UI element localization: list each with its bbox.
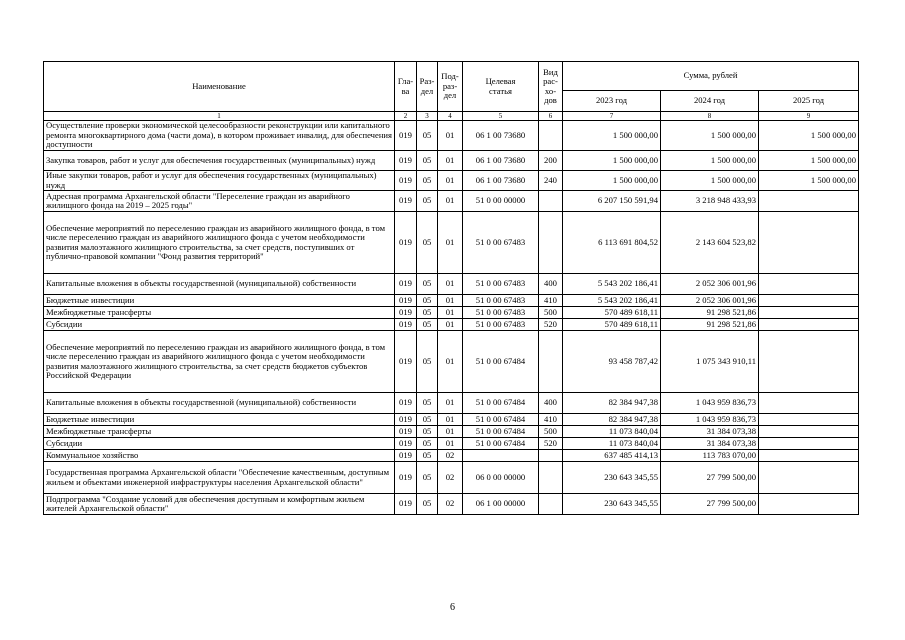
row-sum-2025 — [759, 393, 859, 414]
row-razdel: 05 — [417, 331, 438, 393]
table-row — [44, 462, 859, 494]
row-glava: 019 — [395, 393, 417, 414]
row-sum-2024: 1 043 959 836,73 — [661, 393, 759, 414]
row-celevaya-statya: 06 0 00 00000 — [463, 462, 539, 494]
row-razdel: 05 — [417, 319, 438, 331]
row-vid-rashodov: 500 — [539, 426, 563, 438]
row-podrazdel: 01 — [438, 151, 463, 171]
row-name: Обеспечение мероприятий по переселению граждан из аварийного жилищного фонда, в том числе переселению граждан из аварийного жилищного фонда с учетом необходимости развития малоэтажного жилищного строительства, за счет средств бюджетов субъектов Российской Федерации — [44, 331, 395, 393]
header-year-2025: 2025 год — [759, 91, 859, 112]
row-sum-2023: 570 489 618,11 — [563, 307, 661, 319]
row-sum-2025 — [759, 494, 859, 515]
header-glava: Гла- ва — [395, 62, 417, 112]
row-glava: 019 — [395, 426, 417, 438]
row-sum-2024: 1 500 000,00 — [661, 151, 759, 171]
row-vid-rashodov — [539, 212, 563, 274]
header-summa: Сумма, рублей — [563, 62, 859, 91]
row-razdel: 05 — [417, 171, 438, 191]
row-sum-2025 — [759, 307, 859, 319]
row-glava: 019 — [395, 212, 417, 274]
row-razdel: 05 — [417, 191, 438, 212]
header-razdel: Раз- дел — [417, 62, 438, 112]
row-sum-2025 — [759, 331, 859, 393]
row-podrazdel: 01 — [438, 121, 463, 151]
row-podrazdel: 01 — [438, 212, 463, 274]
row-razdel: 05 — [417, 307, 438, 319]
column-number: 7 — [563, 112, 661, 121]
row-podrazdel: 01 — [438, 171, 463, 191]
row-sum-2024: 2 052 306 001,96 — [661, 274, 759, 295]
row-name: Межбюджетные трансферты — [44, 307, 395, 319]
row-celevaya-statya: 51 0 00 67483 — [463, 274, 539, 295]
header-name: Наименование — [44, 62, 395, 112]
row-sum-2025: 1 500 000,00 — [759, 151, 859, 171]
row-sum-2024: 1 500 000,00 — [661, 171, 759, 191]
row-glava: 019 — [395, 462, 417, 494]
row-sum-2025: 1 500 000,00 — [759, 171, 859, 191]
row-sum-2024: 27 799 500,00 — [661, 494, 759, 515]
row-podrazdel: 01 — [438, 438, 463, 450]
row-podrazdel: 01 — [438, 274, 463, 295]
row-sum-2025 — [759, 462, 859, 494]
row-glava: 019 — [395, 307, 417, 319]
row-name: Закупка товаров, работ и услуг для обеспечения государственных (муниципальных) нужд — [44, 151, 395, 171]
row-celevaya-statya: 51 0 00 67484 — [463, 393, 539, 414]
table-row — [44, 151, 859, 171]
row-vid-rashodov — [539, 494, 563, 515]
row-sum-2025 — [759, 191, 859, 212]
row-glava: 019 — [395, 151, 417, 171]
row-podrazdel: 02 — [438, 494, 463, 515]
row-sum-2023: 6 113 691 804,52 — [563, 212, 661, 274]
row-razdel: 05 — [417, 274, 438, 295]
row-name: Адресная программа Архангельской области "Переселение граждан из аварийного жилищного фонда на 2019 – 2025 годы" — [44, 191, 395, 212]
row-sum-2024: 31 384 073,38 — [661, 438, 759, 450]
row-glava: 019 — [395, 191, 417, 212]
row-celevaya-statya: 06 1 00 73680 — [463, 171, 539, 191]
row-vid-rashodov — [539, 462, 563, 494]
row-sum-2024: 2 143 604 523,82 — [661, 212, 759, 274]
row-glava: 019 — [395, 331, 417, 393]
row-celevaya-statya: 51 0 00 00000 — [463, 191, 539, 212]
row-sum-2024: 91 298 521,86 — [661, 319, 759, 331]
row-vid-rashodov — [539, 450, 563, 462]
row-sum-2025 — [759, 414, 859, 426]
table-row — [44, 295, 859, 307]
table-row — [44, 494, 859, 515]
row-sum-2023: 82 384 947,38 — [563, 414, 661, 426]
row-name: Межбюджетные трансферты — [44, 426, 395, 438]
row-sum-2023: 1 500 000,00 — [563, 151, 661, 171]
column-number: 3 — [417, 112, 438, 121]
row-celevaya-statya — [463, 450, 539, 462]
row-podrazdel: 01 — [438, 191, 463, 212]
row-vid-rashodov: 410 — [539, 295, 563, 307]
row-sum-2023: 230 643 345,55 — [563, 462, 661, 494]
column-number: 5 — [463, 112, 539, 121]
table-row — [44, 212, 859, 274]
row-razdel: 05 — [417, 462, 438, 494]
row-razdel: 05 — [417, 450, 438, 462]
row-name: Субсидии — [44, 319, 395, 331]
row-glava: 019 — [395, 494, 417, 515]
row-glava: 019 — [395, 319, 417, 331]
row-vid-rashodov: 400 — [539, 393, 563, 414]
table-row — [44, 171, 859, 191]
header-year-2024: 2024 год — [661, 91, 759, 112]
row-podrazdel: 01 — [438, 307, 463, 319]
row-razdel: 05 — [417, 426, 438, 438]
row-sum-2025 — [759, 274, 859, 295]
row-glava: 019 — [395, 121, 417, 151]
row-razdel: 05 — [417, 438, 438, 450]
table-row — [44, 319, 859, 331]
row-sum-2024: 31 384 073,38 — [661, 426, 759, 438]
table-row — [44, 426, 859, 438]
row-name: Государственная программа Архангельской области "Обеспечение качественным, доступным жильем и объектами инженерной инфраструктуры населения Архангельской области" — [44, 462, 395, 494]
row-sum-2023: 1 500 000,00 — [563, 121, 661, 151]
table-row — [44, 191, 859, 212]
row-razdel: 05 — [417, 494, 438, 515]
row-sum-2023: 637 485 414,13 — [563, 450, 661, 462]
row-glava: 019 — [395, 438, 417, 450]
row-celevaya-statya: 51 0 00 67484 — [463, 438, 539, 450]
row-vid-rashodov: 410 — [539, 414, 563, 426]
row-sum-2024: 1 075 343 910,11 — [661, 331, 759, 393]
row-name: Иные закупки товаров, работ и услуг для обеспечения государственных (муниципальных) нужд — [44, 171, 395, 191]
row-sum-2023: 230 643 345,55 — [563, 494, 661, 515]
row-glava: 019 — [395, 450, 417, 462]
row-vid-rashodov — [539, 331, 563, 393]
row-name: Обеспечение мероприятий по переселению граждан из аварийного жилищного фонда, в том числе переселению граждан из аварийного жилищного фонда с учетом необходимости развития малоэтажного жилищного строительства, за счет средств, поступивших от публично-правовой компании "Фонд развития территорий" — [44, 212, 395, 274]
row-sum-2024: 91 298 521,86 — [661, 307, 759, 319]
row-celevaya-statya: 51 0 00 67483 — [463, 319, 539, 331]
row-glava: 019 — [395, 171, 417, 191]
row-name: Осуществление проверки экономической целесообразности реконструкции или капитального ремонта многоквартирного дома (части дома), в котором проживает инвалид, для обеспечения доступности — [44, 121, 395, 151]
row-name: Капитальные вложения в объекты государственной (муниципальной) собственности — [44, 393, 395, 414]
header-year-2023: 2023 год — [563, 91, 661, 112]
header-podrazdel: Под- раз- дел — [438, 62, 463, 112]
row-celevaya-statya: 51 0 00 67484 — [463, 426, 539, 438]
row-podrazdel: 01 — [438, 319, 463, 331]
row-sum-2023: 6 207 150 591,94 — [563, 191, 661, 212]
row-podrazdel: 01 — [438, 426, 463, 438]
row-podrazdel: 02 — [438, 462, 463, 494]
table-header — [44, 62, 859, 121]
row-name: Коммунальное хозяйство — [44, 450, 395, 462]
column-numbers-row — [44, 112, 859, 121]
header-vid-rashodov: Вид рас- хо- дов — [539, 62, 563, 112]
row-podrazdel: 02 — [438, 450, 463, 462]
row-podrazdel: 01 — [438, 393, 463, 414]
row-razdel: 05 — [417, 414, 438, 426]
column-number: 8 — [661, 112, 759, 121]
row-sum-2023: 5 543 202 186,41 — [563, 274, 661, 295]
column-number: 9 — [759, 112, 859, 121]
row-glava: 019 — [395, 295, 417, 307]
row-name: Бюджетные инвестиции — [44, 295, 395, 307]
row-razdel: 05 — [417, 295, 438, 307]
column-number: 6 — [539, 112, 563, 121]
budget-table — [43, 61, 859, 515]
row-razdel: 05 — [417, 212, 438, 274]
table-row — [44, 450, 859, 462]
table-row — [44, 331, 859, 393]
row-sum-2025 — [759, 450, 859, 462]
row-sum-2024: 2 052 306 001,96 — [661, 295, 759, 307]
row-razdel: 05 — [417, 393, 438, 414]
row-vid-rashodov — [539, 191, 563, 212]
table-row — [44, 274, 859, 295]
row-razdel: 05 — [417, 121, 438, 151]
row-sum-2023: 570 489 618,11 — [563, 319, 661, 331]
row-razdel: 05 — [417, 151, 438, 171]
row-sum-2023: 5 543 202 186,41 — [563, 295, 661, 307]
row-sum-2023: 93 458 787,42 — [563, 331, 661, 393]
row-name: Субсидии — [44, 438, 395, 450]
column-number: 2 — [395, 112, 417, 121]
table-row — [44, 414, 859, 426]
row-sum-2025 — [759, 426, 859, 438]
row-glava: 019 — [395, 414, 417, 426]
table-row — [44, 121, 859, 151]
row-vid-rashodov: 200 — [539, 151, 563, 171]
row-sum-2024: 1 043 959 836,73 — [661, 414, 759, 426]
row-sum-2023: 11 073 840,04 — [563, 426, 661, 438]
row-vid-rashodov: 520 — [539, 438, 563, 450]
row-sum-2023: 1 500 000,00 — [563, 171, 661, 191]
row-sum-2025: 1 500 000,00 — [759, 121, 859, 151]
row-sum-2023: 11 073 840,04 — [563, 438, 661, 450]
table-row — [44, 393, 859, 414]
row-name: Подпрограмма "Создание условий для обеспечения доступным и комфортным жильем жителей Архангельской области" — [44, 494, 395, 515]
row-celevaya-statya: 51 0 00 67484 — [463, 331, 539, 393]
row-name: Капитальные вложения в объекты государственной (муниципальной) собственности — [44, 274, 395, 295]
row-vid-rashodov — [539, 121, 563, 151]
row-vid-rashodov: 520 — [539, 319, 563, 331]
row-vid-rashodov: 400 — [539, 274, 563, 295]
row-vid-rashodov: 500 — [539, 307, 563, 319]
table-row — [44, 438, 859, 450]
column-number: 1 — [44, 112, 395, 121]
column-number: 4 — [438, 112, 463, 121]
row-sum-2024: 27 799 500,00 — [661, 462, 759, 494]
table-row — [44, 307, 859, 319]
row-podrazdel: 01 — [438, 295, 463, 307]
row-celevaya-statya: 51 0 00 67483 — [463, 295, 539, 307]
row-celevaya-statya: 51 0 00 67483 — [463, 307, 539, 319]
row-sum-2024: 3 218 948 433,93 — [661, 191, 759, 212]
row-celevaya-statya: 06 1 00 73680 — [463, 151, 539, 171]
header-celevaya-statya: Целевая статья — [463, 62, 539, 112]
row-sum-2024: 113 783 070,00 — [661, 450, 759, 462]
row-sum-2025 — [759, 319, 859, 331]
row-vid-rashodov: 240 — [539, 171, 563, 191]
row-sum-2023: 82 384 947,38 — [563, 393, 661, 414]
row-celevaya-statya: 51 0 00 67484 — [463, 414, 539, 426]
row-podrazdel: 01 — [438, 414, 463, 426]
row-celevaya-statya: 06 1 00 00000 — [463, 494, 539, 515]
table-body — [44, 121, 859, 515]
row-celevaya-statya: 51 0 00 67483 — [463, 212, 539, 274]
row-name: Бюджетные инвестиции — [44, 414, 395, 426]
page-number: 6 — [450, 602, 455, 613]
row-podrazdel: 01 — [438, 331, 463, 393]
row-glava: 019 — [395, 274, 417, 295]
row-sum-2025 — [759, 438, 859, 450]
row-sum-2024: 1 500 000,00 — [661, 121, 759, 151]
row-sum-2025 — [759, 212, 859, 274]
row-sum-2025 — [759, 295, 859, 307]
row-celevaya-statya: 06 1 00 73680 — [463, 121, 539, 151]
